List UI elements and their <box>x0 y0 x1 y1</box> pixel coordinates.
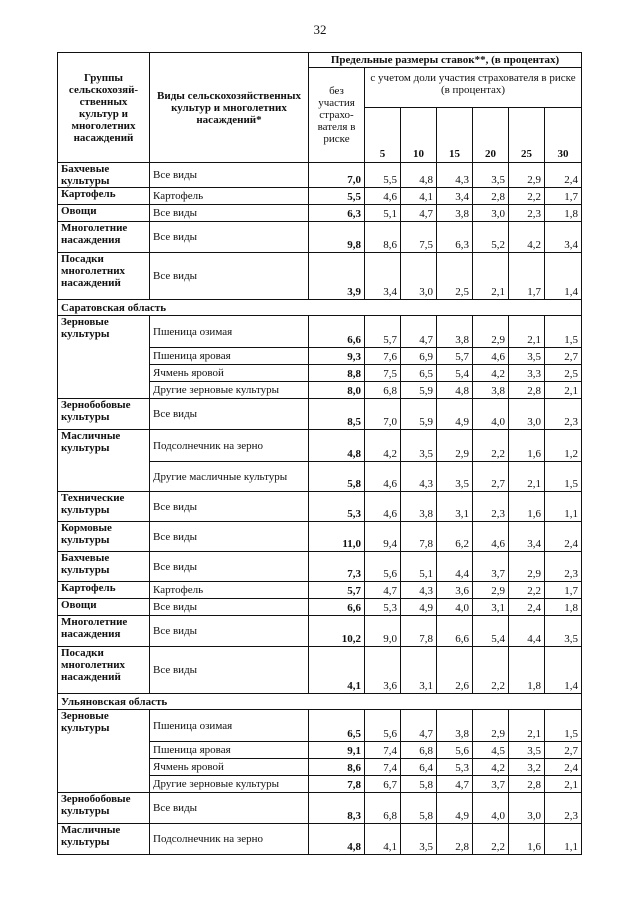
rate-cell: 7,6 <box>365 348 401 365</box>
rate-cell: 4,2 <box>473 365 509 382</box>
crop-group: Многолетние насаждения <box>58 222 150 253</box>
rate-cell: 6,5 <box>401 365 437 382</box>
rate-without-participation: 5,7 <box>309 582 365 599</box>
rate-cell: 3,7 <box>473 552 509 582</box>
crop-group: Кормовые культуры <box>58 522 150 552</box>
table-row <box>58 552 582 582</box>
rate-cell: 7,0 <box>365 399 401 430</box>
rate-cell: 4,3 <box>401 582 437 599</box>
table-row <box>58 793 582 824</box>
table-row <box>58 300 582 316</box>
crop-kind: Все виды <box>150 399 309 430</box>
rate-cell: 1,8 <box>545 205 582 222</box>
crop-group: Зернобобовые культуры <box>58 399 150 430</box>
crop-group: Бахчевые культуры <box>58 552 150 582</box>
crop-kind: Пшеница яровая <box>150 742 309 759</box>
rate-cell: 3,6 <box>365 647 401 694</box>
rate-cell: 2,3 <box>545 552 582 582</box>
crop-group: Посадки многолетних насаждений <box>58 647 150 694</box>
rate-cell: 3,4 <box>545 222 582 253</box>
rate-cell: 3,6 <box>437 582 473 599</box>
rate-without-participation: 5,5 <box>309 188 365 205</box>
rate-without-participation: 6,5 <box>309 710 365 742</box>
rate-cell: 2,7 <box>473 462 509 492</box>
rate-without-participation: 3,9 <box>309 253 365 300</box>
rate-cell: 1,8 <box>509 647 545 694</box>
crop-kind: Другие зерновые культуры <box>150 382 309 399</box>
crop-group: Зернобобовые культуры <box>58 793 150 824</box>
rate-cell: 2,9 <box>473 582 509 599</box>
rate-cell: 4,1 <box>365 824 401 855</box>
rate-cell: 5,4 <box>437 365 473 382</box>
table-row <box>58 616 582 647</box>
page-number: 32 <box>313 22 327 37</box>
rate-cell: 1,4 <box>545 253 582 300</box>
rate-cell: 3,4 <box>365 253 401 300</box>
crop-group: Овощи <box>58 599 150 616</box>
rate-cell: 1,7 <box>509 253 545 300</box>
rate-without-participation: 5,3 <box>309 492 365 522</box>
rate-without-participation: 8,8 <box>309 365 365 382</box>
rate-cell: 3,1 <box>473 599 509 616</box>
crop-group: Бахчевые культуры <box>58 163 150 188</box>
header-without-participation: без участия страхо-вателя в риске <box>309 68 365 163</box>
rate-cell: 2,1 <box>545 776 582 793</box>
rate-cell: 2,8 <box>437 824 473 855</box>
rate-cell: 4,6 <box>365 188 401 205</box>
rate-cell: 8,6 <box>365 222 401 253</box>
rate-cell: 1,6 <box>509 824 545 855</box>
rate-cell: 4,2 <box>365 430 401 462</box>
header-share: 10 <box>401 108 437 163</box>
rate-cell: 4,2 <box>473 759 509 776</box>
crop-kind: Все виды <box>150 253 309 300</box>
header-share: 25 <box>509 108 545 163</box>
rate-cell: 4,8 <box>401 163 437 188</box>
rate-cell: 2,6 <box>437 647 473 694</box>
rate-without-participation: 7,0 <box>309 163 365 188</box>
rate-cell: 1,2 <box>545 430 582 462</box>
rate-cell: 4,5 <box>473 742 509 759</box>
rate-cell: 5,1 <box>401 552 437 582</box>
crop-kind: Картофель <box>150 582 309 599</box>
rate-cell: 5,9 <box>401 382 437 399</box>
rate-cell: 1,1 <box>545 824 582 855</box>
crop-group: Картофель <box>58 188 150 205</box>
rate-cell: 6,8 <box>365 793 401 824</box>
rate-cell: 3,5 <box>401 430 437 462</box>
rate-cell: 2,5 <box>437 253 473 300</box>
crop-group: Зерновые культуры <box>58 710 150 793</box>
rate-cell: 1,1 <box>545 492 582 522</box>
table-row <box>58 430 582 462</box>
rate-cell: 4,7 <box>365 582 401 599</box>
rate-cell: 2,2 <box>473 647 509 694</box>
crop-kind: Другие масличные культуры <box>150 462 309 492</box>
rate-cell: 5,5 <box>365 163 401 188</box>
region-heading: Ульяновская область <box>58 694 582 710</box>
rate-cell: 2,2 <box>509 582 545 599</box>
crop-kind: Подсолнечник на зерно <box>150 430 309 462</box>
crop-group: Картофель <box>58 582 150 599</box>
rate-cell: 1,4 <box>545 647 582 694</box>
rate-cell: 1,8 <box>545 599 582 616</box>
table-row <box>58 222 582 253</box>
crop-kind: Все виды <box>150 647 309 694</box>
table-row <box>58 522 582 552</box>
crop-kind: Все виды <box>150 552 309 582</box>
rate-cell: 5,6 <box>365 552 401 582</box>
rate-cell: 4,6 <box>365 462 401 492</box>
header-share: 5 <box>365 108 401 163</box>
rate-cell: 2,3 <box>545 793 582 824</box>
table-row <box>58 694 582 710</box>
rate-cell: 2,3 <box>509 205 545 222</box>
header-share: 15 <box>437 108 473 163</box>
rate-cell: 6,8 <box>365 382 401 399</box>
rate-cell: 4,7 <box>437 776 473 793</box>
crop-kind: Все виды <box>150 793 309 824</box>
rate-cell: 5,6 <box>365 710 401 742</box>
rate-cell: 9,4 <box>365 522 401 552</box>
table-row <box>58 647 582 694</box>
rate-cell: 5,2 <box>473 222 509 253</box>
rate-cell: 1,6 <box>509 492 545 522</box>
rate-cell: 1,6 <box>509 430 545 462</box>
rate-cell: 3,3 <box>509 365 545 382</box>
rate-without-participation: 6,6 <box>309 599 365 616</box>
table-row <box>58 163 582 188</box>
crop-group: Посадки многолетних насаждений <box>58 253 150 300</box>
rate-cell: 3,5 <box>509 348 545 365</box>
rate-cell: 3,5 <box>401 824 437 855</box>
rate-without-participation: 9,8 <box>309 222 365 253</box>
rate-cell: 9,0 <box>365 616 401 647</box>
rate-cell: 2,4 <box>545 163 582 188</box>
table-row <box>58 599 582 616</box>
rate-cell: 5,6 <box>437 742 473 759</box>
crop-group: Технические культуры <box>58 492 150 522</box>
crop-group: Многолетние насаждения <box>58 616 150 647</box>
crop-group: Масличные культуры <box>58 824 150 855</box>
rate-cell: 4,3 <box>401 462 437 492</box>
rate-cell: 2,1 <box>545 382 582 399</box>
rate-cell: 2,7 <box>545 742 582 759</box>
rate-cell: 3,7 <box>473 776 509 793</box>
rate-cell: 5,7 <box>437 348 473 365</box>
crop-kind: Пшеница озимая <box>150 710 309 742</box>
rate-cell: 2,7 <box>545 348 582 365</box>
rate-cell: 7,5 <box>365 365 401 382</box>
crop-group: Зерновые культуры <box>58 316 150 399</box>
rate-cell: 4,4 <box>437 552 473 582</box>
rate-cell: 3,4 <box>509 522 545 552</box>
rate-cell: 1,5 <box>545 710 582 742</box>
crop-kind: Другие зерновые культуры <box>150 776 309 793</box>
region-heading: Саратовская область <box>58 300 582 316</box>
rate-cell: 7,8 <box>401 616 437 647</box>
rate-cell: 1,7 <box>545 188 582 205</box>
rate-cell: 4,2 <box>509 222 545 253</box>
rate-cell: 3,5 <box>437 462 473 492</box>
rate-without-participation: 6,6 <box>309 316 365 348</box>
rate-cell: 3,0 <box>509 793 545 824</box>
rate-cell: 2,9 <box>509 552 545 582</box>
rate-cell: 2,4 <box>545 759 582 776</box>
rate-cell: 3,0 <box>401 253 437 300</box>
rate-cell: 5,4 <box>473 616 509 647</box>
rate-cell: 5,8 <box>401 776 437 793</box>
rate-cell: 2,1 <box>509 462 545 492</box>
header-share: 30 <box>545 108 582 163</box>
rate-cell: 4,1 <box>401 188 437 205</box>
rate-cell: 2,9 <box>437 430 473 462</box>
rate-cell: 1,7 <box>545 582 582 599</box>
rate-cell: 1,5 <box>545 316 582 348</box>
header-groups: Группы сельскохозяй-ственных культур и многолетних насаждений <box>58 53 150 163</box>
header-with-participation: с учетом доли участия страхователя в риске (в процентах) <box>365 68 582 108</box>
crop-kind: Ячмень яровой <box>150 365 309 382</box>
rate-cell: 4,3 <box>437 163 473 188</box>
rate-cell: 5,7 <box>365 316 401 348</box>
rate-cell: 5,8 <box>401 793 437 824</box>
rate-cell: 6,8 <box>401 742 437 759</box>
rate-without-participation: 7,3 <box>309 552 365 582</box>
rate-without-participation: 7,8 <box>309 776 365 793</box>
rate-cell: 2,8 <box>473 188 509 205</box>
rate-cell: 3,4 <box>437 188 473 205</box>
rate-cell: 2,3 <box>473 492 509 522</box>
rate-cell: 4,7 <box>401 205 437 222</box>
rate-cell: 7,8 <box>401 522 437 552</box>
rate-without-participation: 4,1 <box>309 647 365 694</box>
rate-cell: 2,9 <box>473 316 509 348</box>
rate-cell: 3,5 <box>509 742 545 759</box>
rate-without-participation: 9,3 <box>309 348 365 365</box>
table-row <box>58 710 582 742</box>
crop-kind: Все виды <box>150 222 309 253</box>
rate-cell: 4,0 <box>437 599 473 616</box>
rate-without-participation: 8,5 <box>309 399 365 430</box>
rate-without-participation: 8,6 <box>309 759 365 776</box>
rate-cell: 3,0 <box>509 399 545 430</box>
rate-cell: 4,6 <box>473 522 509 552</box>
rate-cell: 2,3 <box>545 399 582 430</box>
rate-cell: 2,9 <box>473 710 509 742</box>
crop-kind: Ячмень яровой <box>150 759 309 776</box>
rate-cell: 4,7 <box>401 316 437 348</box>
rate-cell: 6,7 <box>365 776 401 793</box>
rate-cell: 4,9 <box>401 599 437 616</box>
crop-kind: Все виды <box>150 522 309 552</box>
rate-without-participation: 4,8 <box>309 430 365 462</box>
rate-cell: 2,8 <box>509 776 545 793</box>
rate-without-participation: 8,0 <box>309 382 365 399</box>
rate-cell: 3,8 <box>437 710 473 742</box>
rate-without-participation: 6,3 <box>309 205 365 222</box>
rate-cell: 6,9 <box>401 348 437 365</box>
rate-cell: 3,5 <box>545 616 582 647</box>
header-kinds: Виды сельскохозяйственных культур и многолетних насаждений* <box>150 53 309 163</box>
rate-cell: 6,4 <box>401 759 437 776</box>
crop-kind: Пшеница озимая <box>150 316 309 348</box>
crop-kind: Все виды <box>150 492 309 522</box>
rate-without-participation: 11,0 <box>309 522 365 552</box>
rate-cell: 2,1 <box>509 710 545 742</box>
rate-cell: 4,4 <box>509 616 545 647</box>
rate-cell: 6,3 <box>437 222 473 253</box>
rate-cell: 3,1 <box>401 647 437 694</box>
rate-cell: 2,4 <box>545 522 582 552</box>
header-share: 20 <box>473 108 509 163</box>
rate-cell: 2,1 <box>509 316 545 348</box>
crop-kind: Все виды <box>150 205 309 222</box>
rate-cell: 4,7 <box>401 710 437 742</box>
rate-cell: 3,8 <box>437 316 473 348</box>
rate-cell: 5,1 <box>365 205 401 222</box>
rate-cell: 2,1 <box>473 253 509 300</box>
rate-cell: 2,9 <box>509 163 545 188</box>
rate-cell: 5,9 <box>401 399 437 430</box>
rate-cell: 2,2 <box>473 430 509 462</box>
rate-cell: 4,9 <box>437 399 473 430</box>
table-row <box>58 492 582 522</box>
rate-cell: 3,1 <box>437 492 473 522</box>
table-row <box>58 188 582 205</box>
rate-cell: 4,9 <box>437 793 473 824</box>
rate-cell: 7,5 <box>401 222 437 253</box>
table-row <box>58 253 582 300</box>
rate-cell: 1,5 <box>545 462 582 492</box>
rate-cell: 5,3 <box>365 599 401 616</box>
table-row <box>58 205 582 222</box>
rate-cell: 6,2 <box>437 522 473 552</box>
rate-cell: 7,4 <box>365 742 401 759</box>
table-row <box>58 316 582 348</box>
rates-table <box>57 52 582 855</box>
crop-group: Масличные культуры <box>58 430 150 492</box>
rate-cell: 3,8 <box>473 382 509 399</box>
rate-cell: 2,2 <box>509 188 545 205</box>
rate-cell: 3,8 <box>401 492 437 522</box>
rate-cell: 5,3 <box>437 759 473 776</box>
crop-kind: Все виды <box>150 163 309 188</box>
rate-cell: 4,0 <box>473 793 509 824</box>
table-row <box>58 824 582 855</box>
rate-cell: 6,6 <box>437 616 473 647</box>
rate-cell: 4,0 <box>473 399 509 430</box>
rate-cell: 2,4 <box>509 599 545 616</box>
crop-kind: Все виды <box>150 616 309 647</box>
rate-cell: 7,4 <box>365 759 401 776</box>
crop-kind: Пшеница яровая <box>150 348 309 365</box>
table-row <box>58 399 582 430</box>
rate-without-participation: 4,8 <box>309 824 365 855</box>
header-limits: Предельные размеры ставок**, (в процентах) <box>309 53 582 68</box>
crop-kind: Все виды <box>150 599 309 616</box>
rate-cell: 3,8 <box>437 205 473 222</box>
rate-cell: 2,5 <box>545 365 582 382</box>
rate-without-participation: 10,2 <box>309 616 365 647</box>
rate-cell: 4,6 <box>473 348 509 365</box>
rate-cell: 3,2 <box>509 759 545 776</box>
rate-cell: 4,8 <box>437 382 473 399</box>
crop-kind: Картофель <box>150 188 309 205</box>
rate-cell: 2,2 <box>473 824 509 855</box>
rate-cell: 3,0 <box>473 205 509 222</box>
rate-without-participation: 5,8 <box>309 462 365 492</box>
rate-cell: 4,6 <box>365 492 401 522</box>
rate-cell: 2,8 <box>509 382 545 399</box>
rate-without-participation: 8,3 <box>309 793 365 824</box>
table-row <box>58 582 582 599</box>
rate-cell: 3,5 <box>473 163 509 188</box>
rate-without-participation: 9,1 <box>309 742 365 759</box>
crop-group: Овощи <box>58 205 150 222</box>
crop-kind: Подсолнечник на зерно <box>150 824 309 855</box>
